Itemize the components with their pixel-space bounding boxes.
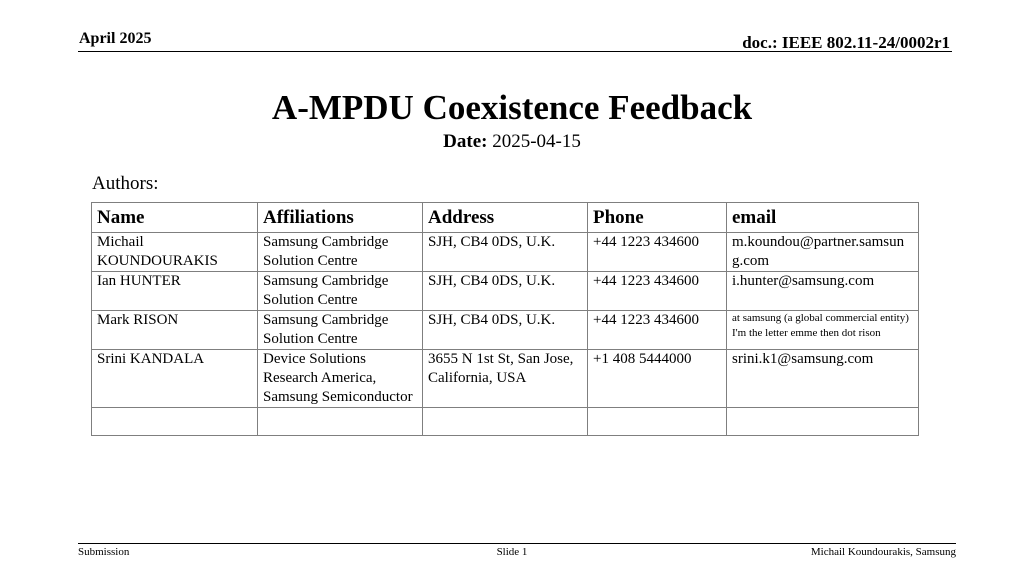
cell-address — [423, 408, 588, 436]
cell-phone: +44 1223 434600 — [588, 272, 727, 311]
header-date: April 2025 — [79, 30, 152, 47]
table-header-row — [92, 203, 919, 233]
cell-affiliation: Device Solutions Research America, Samsung Semiconductor — [258, 350, 423, 408]
cell-phone: +1 408 5444000 — [588, 350, 727, 408]
date-value: 2025-04-15 — [492, 131, 581, 152]
cell-affiliation: Samsung Cambridge Solution Centre — [258, 311, 423, 350]
slide-title: A-MPDU Coexistence Feedback — [271, 88, 753, 127]
cell-name: Mark RISON — [92, 311, 258, 350]
cell-name: Michail KOUNDOURAKIS — [92, 233, 258, 272]
cell-address: 3655 N 1st St, San Jose, California, USA — [423, 350, 588, 408]
cell-phone: +44 1223 434600 — [588, 311, 727, 350]
cell-address: SJH, CB4 0DS, U.K. — [423, 233, 588, 272]
col-header-affiliations: Affiliations — [258, 203, 423, 233]
authors-label: Authors: — [92, 173, 159, 194]
cell-name: Ian HUNTER — [92, 272, 258, 311]
header-doc-id: doc.: IEEE 802.11-24/0002r1 — [742, 33, 950, 52]
footer-divider — [78, 543, 956, 544]
table-row — [92, 233, 919, 272]
cell-affiliation: Samsung Cambridge Solution Centre — [258, 272, 423, 311]
date-label: Date: — [443, 131, 488, 152]
table-row — [92, 311, 919, 350]
cell-email: i.hunter@samsung.com — [727, 272, 919, 311]
footer-slide-number: Slide 1 — [496, 546, 528, 558]
cell-name: Srini KANDALA — [92, 350, 258, 408]
cell-email: srini.k1@samsung.com — [727, 350, 919, 408]
cell-affiliation: Samsung Cambridge Solution Centre — [258, 233, 423, 272]
cell-address: SJH, CB4 0DS, U.K. — [423, 272, 588, 311]
date-line — [0, 131, 1024, 153]
footer-author: Michail Koundourakis, Samsung — [810, 546, 956, 558]
cell-phone — [588, 408, 727, 436]
cell-phone: +44 1223 434600 — [588, 233, 727, 272]
table-row — [92, 350, 919, 408]
header-divider — [78, 51, 952, 52]
table-row-empty — [92, 408, 919, 436]
cell-email: at samsung (a global commercial entity) I'm the letter emme then dot rison — [727, 311, 919, 350]
cell-email — [727, 408, 919, 436]
col-header-email: email — [727, 203, 919, 233]
cell-email: m.koundou@partner.samsung.com — [727, 233, 919, 272]
authors-table — [91, 202, 919, 436]
cell-affiliation — [258, 408, 423, 436]
col-header-address: Address — [423, 203, 588, 233]
footer-submission: Submission — [78, 546, 130, 558]
cell-name — [92, 408, 258, 436]
col-header-phone: Phone — [588, 203, 727, 233]
table-row — [92, 272, 919, 311]
cell-address: SJH, CB4 0DS, U.K. — [423, 311, 588, 350]
col-header-name: Name — [92, 203, 258, 233]
